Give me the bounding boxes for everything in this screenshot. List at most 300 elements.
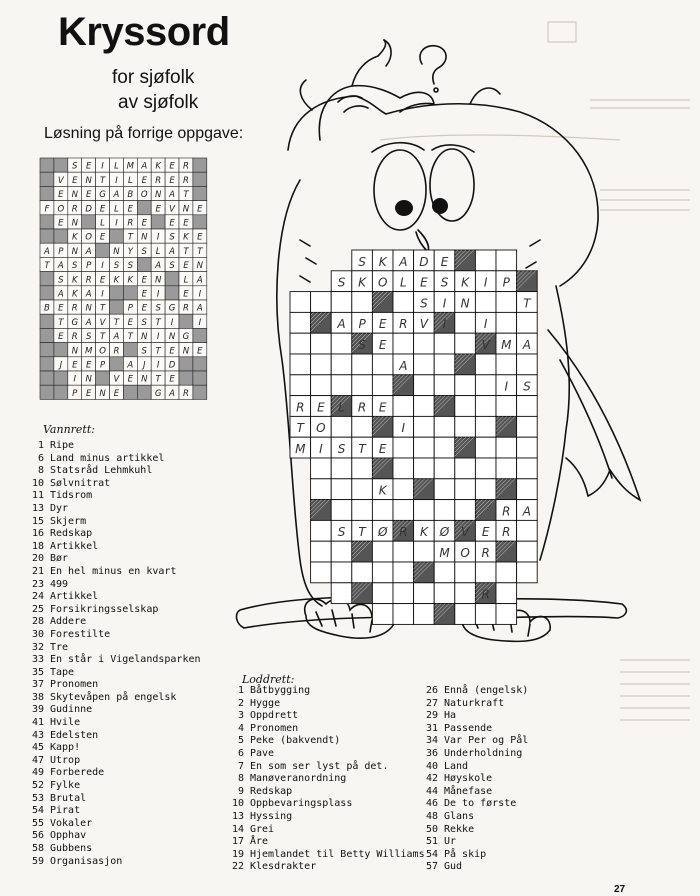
crossword-cell[interactable] [496, 583, 517, 604]
crossword-cell[interactable] [455, 458, 476, 479]
solution-letter: I [115, 218, 118, 229]
clue-item [18, 579, 201, 592]
crossword-entry-letter: I [483, 275, 488, 290]
solution-letter: R [127, 218, 134, 229]
crossword-cell[interactable] [455, 479, 476, 500]
clue-item [18, 730, 201, 743]
crossword-cell[interactable] [393, 500, 414, 521]
crossword-cell[interactable] [311, 292, 332, 313]
crossword-entry-letter: I [483, 317, 488, 332]
crossword-cell[interactable] [455, 312, 476, 333]
crossword-entry-letter: K [419, 525, 428, 540]
clue-number: 59 [31, 855, 44, 867]
solution-letter: R [155, 175, 162, 186]
crossword-cell[interactable] [331, 479, 352, 500]
solution-letter: K [155, 161, 161, 172]
crossword-cell[interactable] [290, 312, 311, 333]
clue-item [412, 824, 528, 837]
clue-item [18, 604, 201, 617]
clue-text: Artikkel [50, 591, 99, 603]
solution-letter: R [71, 332, 78, 343]
crossword-entry-letter: A [399, 254, 408, 269]
clue-item [18, 478, 201, 491]
solution-letter: K [71, 289, 78, 300]
crossword-cell[interactable] [517, 312, 538, 333]
crossword-entry-letter: I [442, 296, 447, 311]
clue-number: 37 [31, 679, 44, 691]
clue-text: Oppbevaringsplass [250, 798, 353, 810]
crossword-cell[interactable] [455, 333, 476, 354]
crossword-cell[interactable] [311, 354, 332, 375]
solution-letter: K [71, 275, 78, 286]
solution-letter: E [113, 388, 120, 399]
crossword-cell[interactable] [475, 437, 496, 458]
crossword-cell[interactable] [496, 354, 517, 375]
solution-letter: I [115, 175, 118, 186]
clue-number: 31 [425, 722, 438, 734]
crossword-cell[interactable] [393, 583, 414, 604]
crossword-block [434, 396, 455, 417]
clue-number: 27 [425, 697, 438, 709]
clue-text: På skip [444, 848, 487, 860]
clue-text: Underholdning [444, 747, 523, 759]
crossword-block [434, 604, 455, 625]
crossword-cell[interactable] [393, 333, 414, 354]
solution-letter: T [155, 317, 161, 328]
crossword-cell[interactable] [290, 333, 311, 354]
clue-text: Land [444, 760, 469, 772]
clue-item [412, 849, 528, 862]
solution-letter: S [169, 232, 175, 243]
crossword-cell[interactable] [517, 354, 538, 375]
crossword-cell[interactable] [372, 500, 393, 521]
crossword-cell[interactable] [475, 458, 496, 479]
clue-number: 58 [31, 843, 44, 854]
solution-letter: R [182, 303, 189, 314]
crossword-cell[interactable] [455, 604, 476, 625]
crossword-cell[interactable] [331, 562, 352, 583]
clue-number: 34 [425, 735, 438, 747]
crossword-cell[interactable] [414, 458, 435, 479]
clue-item [218, 735, 425, 748]
crossword-cell[interactable] [331, 458, 352, 479]
solution-letter: T [44, 261, 50, 272]
crossword-cell[interactable] [331, 500, 352, 521]
clue-number: 19 [231, 848, 244, 860]
clue-item [18, 704, 201, 717]
crossword-cell[interactable] [311, 562, 332, 583]
crossword-entry-letter: K [461, 275, 470, 290]
crossword-cell[interactable] [352, 416, 373, 437]
crossword-cell[interactable] [434, 458, 455, 479]
crossword-cell[interactable] [372, 562, 393, 583]
solution-letter: A [196, 303, 203, 314]
crossword-cell[interactable] [372, 541, 393, 562]
crossword-entry-letter: R [399, 317, 408, 332]
clue-text: Månefase [444, 785, 493, 797]
across-clue-list [18, 440, 201, 868]
crossword-cell[interactable] [496, 292, 517, 313]
clue-number: 18 [31, 540, 44, 552]
crossword-cell[interactable] [455, 375, 476, 396]
crossword-cell[interactable] [331, 541, 352, 562]
solution-letter: N [71, 246, 78, 257]
solution-letter: N [141, 232, 148, 243]
crossword-cell[interactable] [434, 375, 455, 396]
crossword-entry-letter: P [502, 275, 510, 290]
solution-letter: E [85, 161, 92, 172]
crossword-cell[interactable] [475, 562, 496, 583]
clue-text: Land minus artikkel [50, 452, 165, 464]
solution-letter: N [71, 218, 78, 229]
solution-letter: N [141, 332, 148, 343]
solution-letter: A [169, 388, 175, 399]
clue-text: Høyskole [444, 773, 493, 785]
solution-letter: K [71, 232, 78, 243]
clue-number: 21 [31, 565, 44, 577]
crossword-entry-letter: E [440, 254, 449, 269]
crossword-cell[interactable] [414, 437, 435, 458]
clue-text: Pirat [50, 805, 81, 817]
crossword-cell[interactable] [311, 479, 332, 500]
crossword-block [352, 541, 373, 562]
crossword-cell[interactable] [311, 333, 332, 354]
clue-item [18, 692, 201, 705]
crossword-entry-letter: E [378, 317, 387, 332]
crossword-block [393, 375, 414, 396]
solution-letter: E [141, 303, 147, 314]
solution-letter: L [155, 246, 161, 257]
solution-letter: A [141, 161, 148, 172]
crossword-cell[interactable] [475, 396, 496, 417]
crossword-entry-letter: K [358, 275, 367, 290]
crossword-cell[interactable] [414, 333, 435, 354]
solution-letter: T [155, 374, 161, 385]
solution-letter: O [140, 190, 148, 201]
solution-letter: R [113, 346, 120, 357]
crossword-entry-letter: Ø [377, 525, 388, 540]
crossword-cell[interactable] [517, 416, 538, 437]
crossword-cell[interactable] [475, 354, 496, 375]
crossword-cell[interactable] [311, 541, 332, 562]
crossword-entry-letter: E [317, 400, 325, 415]
crossword-cell[interactable] [434, 354, 455, 375]
crossword-cell[interactable] [393, 396, 414, 417]
crossword-cell[interactable] [517, 479, 538, 500]
clue-item [412, 685, 528, 698]
crossword-cell[interactable] [434, 416, 455, 437]
solution-letter: E [183, 289, 189, 300]
crossword-cell[interactable] [496, 458, 517, 479]
crossword-cell[interactable] [331, 416, 352, 437]
crossword-entry-letter: V [460, 525, 470, 540]
solution-letter: N [182, 204, 190, 215]
crossword-cell[interactable] [393, 292, 414, 313]
clue-number: 13 [231, 810, 244, 822]
crossword-cell[interactable] [475, 375, 496, 396]
solution-letter: N [141, 374, 148, 385]
solution-letter: O [99, 346, 106, 357]
crossword-cell[interactable] [331, 375, 352, 396]
clue-number: 46 [425, 798, 438, 810]
solution-letter: E [127, 317, 134, 328]
crossword-cell[interactable] [414, 604, 435, 625]
clue-number: 36 [425, 747, 438, 759]
crossword-entry-letter: K [378, 254, 387, 269]
crossword-cell[interactable] [372, 583, 393, 604]
solution-letter: E [85, 360, 92, 371]
solution-letter: G [182, 332, 190, 343]
crossword-cell[interactable] [352, 292, 373, 313]
clue-number: 56 [31, 830, 44, 842]
crossword-cell[interactable] [352, 479, 373, 500]
crossword-cell[interactable] [393, 437, 414, 458]
clue-number: 54 [425, 848, 438, 860]
crossword-cell[interactable] [372, 604, 393, 625]
solution-letter: E [169, 218, 175, 229]
clue-item [18, 503, 201, 516]
crossword-cell[interactable] [475, 292, 496, 313]
crossword-cell[interactable] [414, 416, 435, 437]
crossword-cell[interactable] [352, 458, 373, 479]
crossword-cell[interactable] [311, 458, 332, 479]
crossword-entry-letter: S [337, 442, 346, 456]
crossword-cell[interactable] [434, 562, 455, 583]
crossword-cell[interactable] [352, 375, 373, 396]
clue-item [218, 748, 425, 761]
clue-item [218, 811, 425, 824]
clue-number: 6 [237, 747, 244, 759]
solution-letter: R [182, 175, 189, 186]
solution-letter: E [58, 303, 64, 314]
solution-letter: I [198, 289, 202, 300]
clue-number: 10 [231, 798, 244, 810]
crossword-entry-letter: I [319, 442, 323, 456]
solution-letter: I [156, 232, 160, 243]
crossword-entry-letter: I [504, 379, 509, 394]
clue-item [218, 849, 425, 862]
crossword-cell[interactable] [352, 562, 373, 583]
crossword-cell[interactable] [434, 437, 455, 458]
clue-number: 33 [31, 654, 44, 666]
crossword-cell[interactable] [434, 500, 455, 521]
crossword-cell[interactable] [393, 562, 414, 583]
crossword-cell[interactable] [393, 479, 414, 500]
solution-letter: L [114, 204, 119, 215]
clue-text: Edelsten [50, 729, 99, 741]
clue-item [18, 566, 201, 579]
solution-letter: A [127, 360, 134, 371]
crossword-cell[interactable] [475, 604, 496, 625]
solution-letter: A [169, 246, 175, 257]
clue-text: Tape [50, 666, 75, 678]
crossword-entry-letter: L [338, 400, 345, 415]
crossword-cell[interactable] [372, 354, 393, 375]
clue-text: Bør [50, 553, 69, 565]
clue-number: 14 [231, 823, 244, 835]
clue-number: 45 [31, 742, 44, 754]
solution-letter: K [183, 232, 189, 243]
clue-text: Tidsrom [50, 490, 93, 502]
solution-letter: A [44, 246, 50, 257]
solution-letter: L [100, 218, 105, 229]
clue-item [18, 667, 201, 680]
solution-letter: F [44, 204, 50, 215]
solution-letter: N [99, 388, 106, 399]
solution-letter: V [169, 204, 175, 215]
page-title: Kryssord [58, 10, 230, 54]
clue-text: Åre [250, 836, 269, 848]
clue-item [18, 818, 201, 831]
solution-letter: T [155, 346, 161, 357]
crossword-cell[interactable] [517, 520, 538, 541]
crossword-entry-letter: D [419, 254, 429, 269]
solution-letter: E [58, 190, 64, 201]
crossword-cell[interactable] [393, 458, 414, 479]
clue-item [218, 723, 425, 736]
crossword-cell[interactable] [475, 250, 496, 271]
clue-text: Peke (bakvendt) [250, 735, 341, 747]
crossword-cell[interactable] [496, 604, 517, 625]
crossword-cell[interactable] [331, 583, 352, 604]
crossword-cell[interactable] [414, 375, 435, 396]
crossword-cell[interactable] [372, 375, 393, 396]
crossword-cell[interactable] [311, 375, 332, 396]
crossword-cell[interactable] [331, 354, 352, 375]
crossword-cell[interactable] [455, 416, 476, 437]
solution-letter: E [127, 204, 134, 215]
crossword-cell[interactable] [352, 354, 373, 375]
solution-letter: A [196, 275, 203, 286]
subtitle-line-1: for sjøfolk [112, 67, 195, 88]
solution-letter: P [127, 303, 133, 314]
crossword-entry-letter: S [337, 525, 346, 540]
crossword-entry-letter: M [501, 338, 512, 352]
solution-letter: E [85, 388, 92, 399]
solution-letter: B [127, 190, 134, 201]
crossword-cell[interactable] [496, 250, 517, 271]
solution-letter: N [85, 303, 92, 314]
crossword-entry-letter: A [399, 358, 408, 373]
clue-text: Hvile [50, 717, 81, 729]
solution-letter: N [71, 346, 78, 357]
clue-text: Kapp! [50, 742, 81, 754]
clue-text: Vokaler [50, 817, 93, 829]
crossword-cell[interactable] [455, 562, 476, 583]
crossword-entry-letter: O [460, 546, 470, 560]
crossword-block [372, 416, 393, 437]
crossword-cell[interactable] [414, 500, 435, 521]
clue-text: Pronomen [250, 722, 299, 734]
solution-letter: E [197, 232, 203, 243]
clue-item [412, 811, 528, 824]
crossword-cell[interactable] [393, 541, 414, 562]
crossword-cell[interactable] [455, 396, 476, 417]
clue-text: Organisasjon [50, 855, 123, 867]
solution-letter: I [156, 360, 160, 371]
crossword-cell[interactable] [475, 479, 496, 500]
solution-letter: T [99, 175, 106, 186]
solution-label: Løsning på forrige oppgave: [44, 125, 244, 142]
crossword-cell[interactable] [434, 583, 455, 604]
crossword-cell[interactable] [414, 354, 435, 375]
clue-item [218, 798, 425, 811]
clue-number: 9 [237, 785, 244, 797]
crossword-cell[interactable] [434, 333, 455, 354]
crossword-cell[interactable] [475, 416, 496, 437]
solution-letter: T [127, 332, 133, 343]
crossword-cell[interactable] [393, 604, 414, 625]
crossword-cell[interactable] [434, 479, 455, 500]
solution-letter: R [182, 161, 189, 172]
crossword-cell[interactable] [517, 437, 538, 458]
clue-item [18, 742, 201, 755]
clue-item [412, 710, 528, 723]
solution-letter: K [113, 275, 120, 286]
clue-item [412, 748, 528, 761]
solution-letter: I [73, 374, 77, 385]
clue-text: En står i Vigelandsparken [50, 654, 201, 666]
crossword-cell[interactable] [517, 562, 538, 583]
crossword-cell[interactable] [517, 541, 538, 562]
crossword-cell[interactable] [517, 396, 538, 417]
crossword-entry-letter: S [523, 379, 531, 394]
crossword-cell[interactable] [496, 396, 517, 417]
crossword-cell[interactable] [331, 292, 352, 313]
clue-text: Hygge [250, 697, 281, 709]
crossword-cell[interactable] [455, 500, 476, 521]
crossword-entry-letter: K [378, 483, 387, 498]
solution-letter: J [59, 360, 63, 371]
solution-letter: I [101, 261, 104, 272]
clue-text: Klesdrakter [250, 861, 317, 873]
crossword-cell[interactable] [414, 541, 435, 562]
crossword-entry-letter: I [401, 421, 406, 436]
crossword-cell[interactable] [517, 458, 538, 479]
solution-letter: S [85, 332, 92, 343]
solution-letter: G [154, 388, 162, 399]
crossword-cell[interactable] [331, 333, 352, 354]
crossword-cell[interactable] [352, 500, 373, 521]
crossword-cell[interactable] [496, 437, 517, 458]
crossword-cell[interactable] [414, 583, 435, 604]
clue-item [218, 824, 425, 837]
crossword-cell[interactable] [311, 520, 332, 541]
crossword-cell[interactable] [414, 396, 435, 417]
clue-item [218, 685, 425, 698]
clue-item [412, 698, 528, 711]
crossword-cell[interactable] [496, 312, 517, 333]
crossword-cell[interactable] [290, 354, 311, 375]
clue-item [412, 861, 528, 874]
crossword-cell[interactable] [496, 562, 517, 583]
solution-letter: T [183, 246, 189, 257]
clue-number: 1 [237, 685, 244, 696]
crossword-block [414, 562, 435, 583]
solution-letter: E [183, 218, 189, 229]
solution-letter: E [72, 360, 78, 371]
crossword-block [372, 458, 393, 479]
clue-number: 40 [425, 760, 438, 772]
solution-letter: A [113, 332, 120, 343]
crossword-cell[interactable] [290, 292, 311, 313]
crossword-cell[interactable] [455, 583, 476, 604]
clue-item [218, 786, 425, 799]
solution-letter: N [154, 190, 162, 201]
clue-number: 11 [31, 490, 44, 502]
solution-letter: I [198, 317, 202, 328]
crossword-cell[interactable] [290, 375, 311, 396]
